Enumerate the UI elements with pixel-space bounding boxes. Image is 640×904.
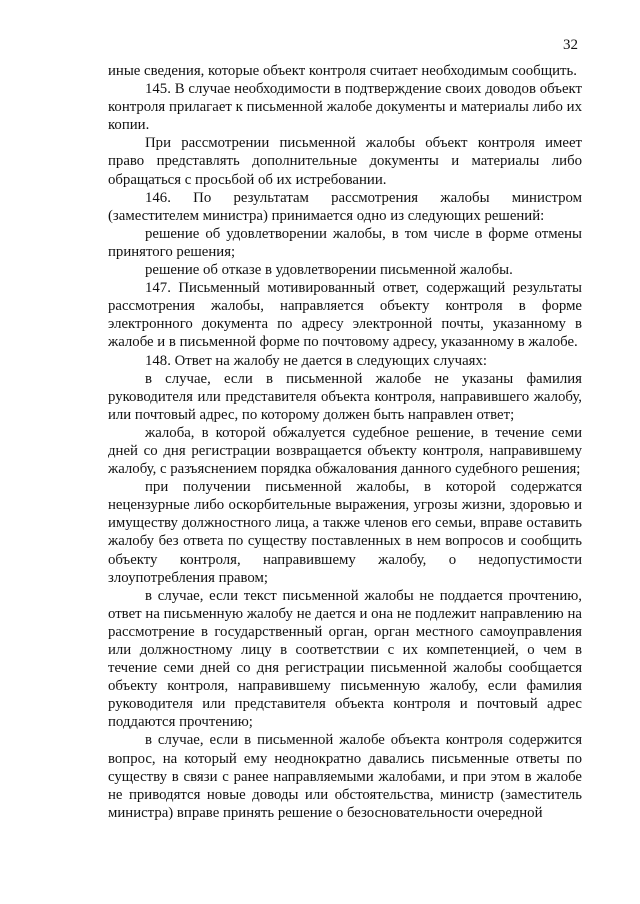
paragraph-146: 146. По результатам рассмотрения жалобы министром (заместителем министра) принимается одно из следующих решений: — [108, 189, 582, 224]
paragraph-146-decision-satisfy: решение об удовлетворении жалобы, в том числе в форме отмены принятого решения; — [108, 225, 582, 260]
paragraph-148-case-obscene: при получении письменной жалобы, в которой содержатся нецензурные либо оскорбительные выражения, угрозы жизни, здоровью и имуществу должностного лица, а также членов его семьи, вправе оставить жалобу без ответа по существу поставленных в нем вопросов и сообщить объекту контроля, направившему жалобу, о недопустимости злоупотребления правом; — [108, 479, 582, 586]
paragraph-145-additional-documents: При рассмотрении письменной жалобы объект контроля имеет право представлять дополнительные документы и материалы либо обращаться с просьбой об их истребовании. — [108, 135, 582, 188]
paragraph-148: 148. Ответ на жалобу не дается в следующих случаях: — [145, 352, 487, 369]
paragraph-148-case-court-decision: жалоба, в которой обжалуется судебное решение, в течение семи дней со дня регистрации возвращается объекту контроля, направившему жалобу, с разъяснением порядка обжалования данного судебного решения; — [108, 424, 582, 478]
paragraph-148-case-no-name: в случае, если в письменной жалобе не указаны фамилия руководителя или представителя объекта контроля, направившего жалобу, или почтовый адрес, по которому должен быть направлен ответ; — [108, 370, 582, 423]
paragraph-147: 147. Письменный мотивированный ответ, содержащий результаты рассмотрения жалобы, направляется объекту контроля в форме электронного документа по адресу электронной почты, указанному в жалобе и в письменной форме по почтовому адресу, указанному в жалобе. — [108, 280, 582, 351]
paragraph-148-case-unreadable: в случае, если текст письменной жалобы не поддается прочтению, ответ на письменную жалобу не дается и она не подлежит направлению на рассмотрение в государственный орган, орган местного самоуправления или должностному лицу в соответствии с их компетенцией, о чем в течение семи дней со дня регистрации письменной жалобы сообщается объекту контроля, направившему письменную жалобу, если фамилия руководителя или представителя объекта контроля и почтовый адрес поддаются прочтению; — [108, 587, 582, 731]
paragraph-148-case-repeated: в случае, если в письменной жалобе объекта контроля содержится вопрос, на который ему неоднократно давались письменные ответы по существу в связи с ранее направляемыми жалобами, и при этом в жалобе не приводятся новые доводы или обстоятельства, министр (заместитель министра) вправе принять решение о безосновательности очередной — [108, 732, 582, 821]
paragraph-145: 145. В случае необходимости в подтверждение своих доводов объект контроля прилагает к письменной жалобе документы и материалы либо их копии. — [108, 81, 582, 134]
paragraph-continuation: иные сведения, которые объект контроля считает необходимым сообщить. — [108, 63, 577, 79]
page-number: 32 — [563, 37, 578, 53]
paragraph-146-decision-refuse: решение об отказе в удовлетворении письменной жалобы. — [145, 262, 513, 279]
document-body — [108, 62, 582, 822]
